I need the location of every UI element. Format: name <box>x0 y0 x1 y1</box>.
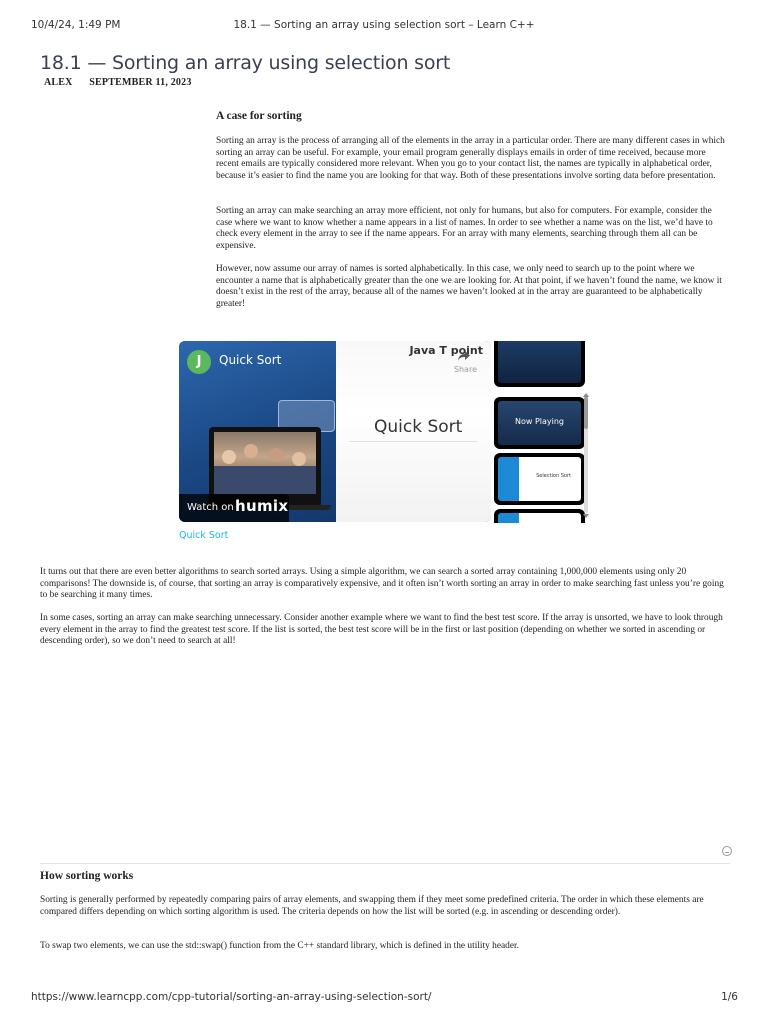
playlist-item[interactable] <box>494 509 585 523</box>
section-heading-case-for-sorting: A case for sorting <box>216 110 302 122</box>
print-datetime: 10/4/24, 1:49 PM <box>31 19 121 31</box>
page-number: 1/6 <box>721 991 738 1003</box>
javatpoint-logo: Java T point <box>409 344 483 357</box>
playlist-scrollbar-thumb[interactable] <box>584 397 588 429</box>
scroll-down-icon[interactable] <box>583 514 589 518</box>
section-heading-how-sorting-works: How sorting works <box>40 870 134 882</box>
playlist-item-label: Selection Sort <box>536 473 571 479</box>
paragraph: Sorting an array can make searching an array more efficient, not only for humans, but also for computers. For example, consider the case where we want to know whether a name appears in a list of names. In order to see whether a name was on the list, we’d have to check every element in the array to see if the name appears. For an array with many elements, searching through them all can be expensive. <box>216 206 713 251</box>
humix-logo: humix <box>235 497 289 515</box>
video-player[interactable] <box>179 341 589 523</box>
paragraph: However, now assume our array of names is sorted alphabetically. In this case, we only need to search up to the point where we encounter a name that is alphabetically greater than the one we are looking for. At that point, if we haven’t found the name, we know it doesn’t exist in the rest of the array, because all of the names we haven’t looked at in the array are guaranteed to be alphabetically greater! <box>216 264 722 309</box>
publish-date: SEPTEMBER 11, 2023 <box>89 77 192 88</box>
ad-choices-icon[interactable] <box>722 846 732 856</box>
print-footer <box>0 991 768 1005</box>
paragraph: It turns out that there are even better algorithms to search sorted arrays. Using a simple algorithm, we can search a sorted array containing 1,000,000 elements using only 20 comparisons! The downside is, of course, that sorting an array is comparatively expensive, and it often isn’t worth sorting an array in order to make searching fast unless you’re going to be searching it many times. <box>40 567 724 601</box>
share-label[interactable]: Share <box>453 365 477 374</box>
page-title: 18.1 — Sorting an array using selection sort <box>40 52 451 74</box>
paragraph: In some cases, sorting an array can make searching unnecessary. Consider another example where we want to find the best test score. If the array is unsorted, we have to look through every element in the array to find the greatest test score. If the list is sorted, the best test score will be in the first or last position (depending on whether we sorted in ascending or descending order), so we don’t need to search at all! <box>40 613 723 647</box>
print-doc-title: 18.1 — Sorting an array using selection sort – Learn C++ <box>233 19 535 31</box>
now-playing-label: Now Playing <box>514 417 565 426</box>
video-playlist[interactable] <box>494 341 589 523</box>
watch-on-humix-button[interactable] <box>179 494 289 522</box>
playlist-item-now-playing[interactable] <box>494 397 585 449</box>
channel-avatar[interactable]: J <box>187 350 211 374</box>
slide-title: Quick Sort <box>374 417 463 437</box>
playlist-item[interactable] <box>494 453 585 505</box>
video-title[interactable]: Quick Sort <box>219 353 282 367</box>
scroll-up-icon[interactable] <box>583 393 589 397</box>
divider <box>40 863 730 864</box>
paragraph: Sorting is generally performed by repeatedly comparing pairs of array elements, and swapping them if they meet some predefined criteria. The order in which these elements are compared differs depending on which sorting algorithm is used. The criteria depends on how the list will be sorted (e.g. in ascending or descending order). <box>40 895 704 917</box>
author-link[interactable]: ALEX <box>44 77 73 88</box>
print-header <box>0 19 768 33</box>
playlist-item[interactable] <box>494 341 585 387</box>
article-meta <box>44 77 192 88</box>
paragraph: Sorting an array is the process of arranging all of the elements in the array in a particular order. There are many different cases in which sorting an array can be useful. For example, your email program generally displays emails in order of time received, because more recent emails are typically considered more relevant. When you go to your contact list, the names are typically in alphabetical order, because it’s easier to find the name you are looking for that way. Both of these presentations involve sorting data before presentation. <box>216 136 725 181</box>
page-url: https://www.learncpp.com/cpp-tutorial/sorting-an-array-using-selection-sort/ <box>31 991 432 1003</box>
share-icon[interactable] <box>457 350 471 362</box>
watch-on-label: Watch on <box>187 502 234 513</box>
paragraph: To swap two elements, we can use the std::swap() function from the C++ standard library, which is defined in the utility header. <box>40 941 519 951</box>
video-main[interactable] <box>179 341 491 522</box>
video-caption-link[interactable]: Quick Sort <box>179 530 229 541</box>
